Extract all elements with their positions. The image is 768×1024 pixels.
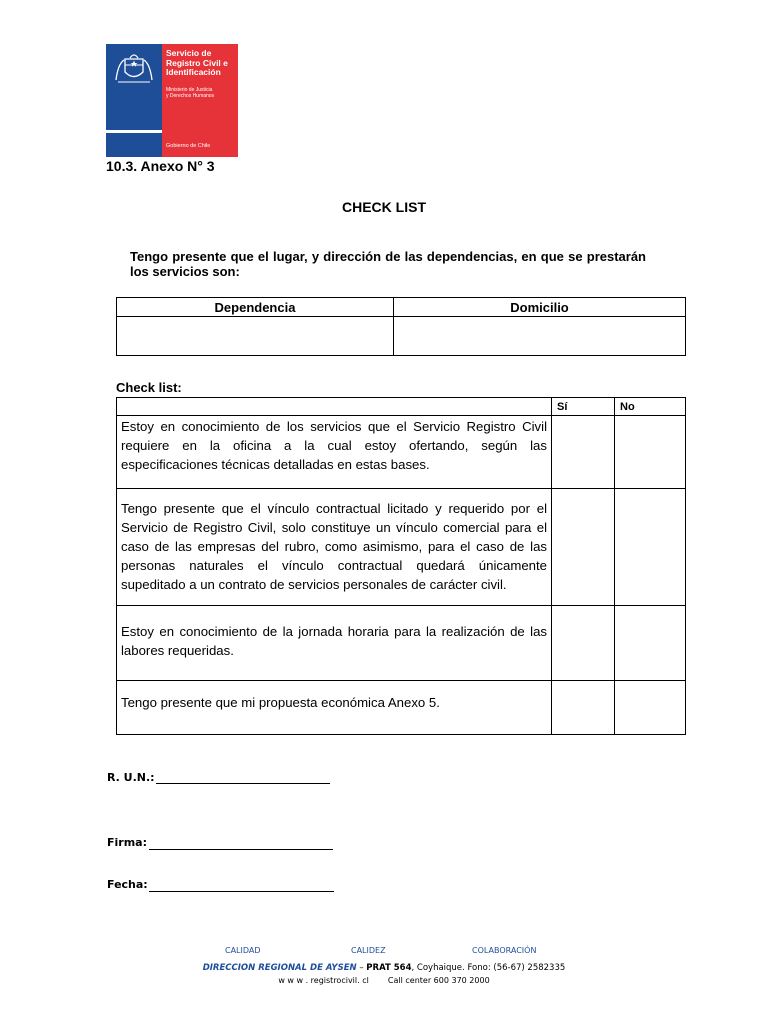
run-label: R. U.N.: [107, 771, 155, 784]
dependencies-table [116, 297, 686, 356]
footer-contact [0, 976, 768, 985]
footer-address: DIRECCION REGIONAL DE AYSEN – PRAT 564, Coyhaique. Fono: (56-67) 2582335 [202, 963, 566, 973]
footer-call-center: Call center 600 370 2000 [387, 976, 490, 985]
footer-office: DIRECCION REGIONAL DE AYSEN [202, 963, 357, 973]
run-input-line[interactable] [156, 783, 330, 784]
table-row [117, 489, 686, 606]
checklist-item-text: Estoy en conocimiento de la jornada horaria para la realización de las labores requeridas. [117, 606, 552, 681]
domicilio-cell[interactable] [394, 317, 686, 356]
fecha-input-line[interactable] [149, 891, 334, 892]
table-row [117, 317, 686, 356]
checkbox-no[interactable] [615, 489, 686, 606]
checklist-item-text: Tengo presente que mi propuesta económica Anexo 5. [117, 681, 552, 735]
footer-address-rest: , Coyhaique. Fono: (56-67) 2582335 [411, 963, 566, 973]
logo-government: Gobierno de Chile [166, 143, 211, 149]
checkbox-no[interactable] [615, 681, 686, 735]
footer-value-calidad: CALIDAD [225, 946, 261, 955]
logo-service-name: Servicio de Registro Civil e Identificación [166, 48, 228, 77]
table-header-row [117, 298, 686, 317]
checkbox-no[interactable] [615, 416, 686, 489]
checklist-table [116, 397, 686, 735]
table-header-row [117, 398, 686, 416]
table-row [117, 681, 686, 735]
checkbox-si[interactable] [552, 681, 615, 735]
checklist-item-text: Tengo presente que el vínculo contractual licitado y requerido por el Servicio de Registro Civil, solo constituye un vínculo comercial para el caso de las empresas del rubro, como asimismo, para el caso de las personas naturales el vínculo contractual quedará únicamente supeditado a un contrato de servicios personales de carácter civil. [117, 489, 552, 606]
checklist-item-text: Estoy en conocimiento de los servicios que el Servicio Registro Civil requiere en la oficina a la cual estoy ofertando, según las especificaciones técnicas detalladas en estas bases. [117, 416, 552, 489]
checkbox-si[interactable] [552, 606, 615, 681]
logo-ministry: Ministerio de Justicia y Derechos Humanos [166, 87, 215, 99]
footer-value-calidez: CALIDEZ [351, 946, 386, 955]
checkbox-no[interactable] [615, 606, 686, 681]
header-no: No [615, 398, 686, 416]
footer-address-bold: PRAT 564 [366, 963, 412, 973]
footer-value-colaboracion: COLABORACIÓN [472, 946, 537, 955]
page-title: CHECK LIST [342, 199, 426, 215]
table-row [117, 416, 686, 489]
registro-civil-logo [106, 44, 238, 157]
intro-paragraph: Tengo presente que el lugar, y dirección de las dependencias, en que se prestarán los servicios son: [130, 249, 646, 279]
checkbox-si[interactable] [552, 416, 615, 489]
table-row [117, 606, 686, 681]
header-empty [117, 398, 552, 416]
header-si: Sí [552, 398, 615, 416]
firma-label: Firma: [107, 836, 147, 849]
dependencia-cell[interactable] [117, 317, 394, 356]
checklist-label: Check list: [116, 380, 182, 395]
footer-website[interactable]: w w w . registrocivil. cl [278, 976, 369, 985]
header-dependencia: Dependencia [117, 298, 394, 317]
firma-input-line[interactable] [149, 849, 333, 850]
coat-of-arms-icon [112, 50, 156, 86]
checkbox-si[interactable] [552, 489, 615, 606]
fecha-label: Fecha: [107, 878, 148, 891]
annex-heading: 10.3. Anexo N° 3 [106, 158, 215, 174]
header-domicilio: Domicilio [394, 298, 686, 317]
